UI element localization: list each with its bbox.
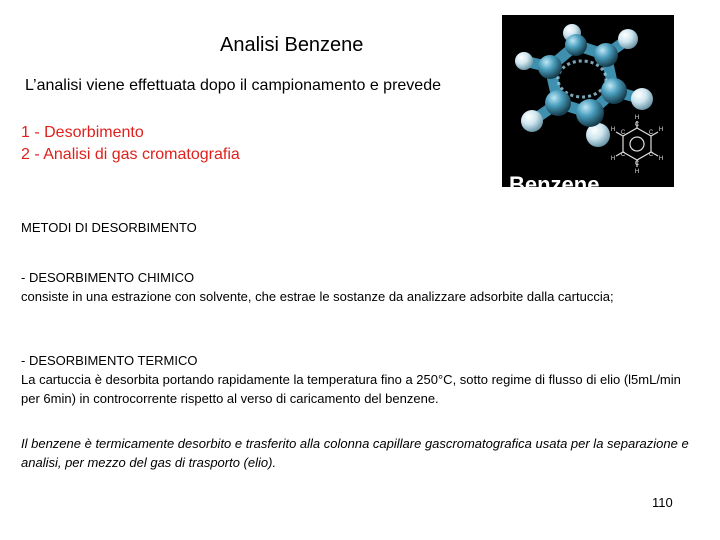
step-gas-cromatografia: 2 - Analisi di gas cromatografia [21, 146, 240, 163]
slide-title: Analisi Benzene [220, 34, 364, 56]
svg-text:C: C [648, 152, 654, 158]
chemical-desorption-section [21, 268, 701, 306]
svg-text:H: H [634, 169, 640, 175]
chemical-desorption-text: consiste in una estrazione con solvente, che estrae le sostanze da analizzare adsorbite dalla cartuccia; [21, 289, 614, 304]
thermal-desorption-heading: - DESORBIMENTO TERMICO [21, 353, 198, 368]
svg-text:H: H [658, 127, 664, 133]
benzene-ball-and-stick-icon [502, 15, 674, 187]
svg-text:C: C [620, 130, 626, 136]
thermal-desorption-text: La cartuccia è desorbita portando rapidamente la temperatura fino a 250°C, sotto regime di flusso di elio (l5mL/min per 6min) in controcorrente rispetto al verso di caricamento del benzene. [21, 372, 681, 406]
svg-text:C: C [620, 152, 626, 158]
step-desorbimento: 1 - Desorbimento [21, 124, 144, 141]
methods-heading: METODI DI DESORBIMENTO [21, 220, 197, 235]
svg-text:C: C [648, 130, 654, 136]
thermal-desorption-section [21, 351, 701, 408]
svg-text:H: H [610, 156, 616, 162]
svg-text:C: C [634, 122, 640, 128]
benzene-image-label: Benzene [509, 172, 600, 197]
svg-text:H: H [658, 156, 664, 162]
svg-text:H: H [634, 115, 640, 121]
page-number: 110 [652, 495, 673, 510]
benzene-note: Il benzene è termicamente desorbito e trasferito alla colonna capillare gascromatografica usata per la separazione e analisi, per mezzo del gas di trasporto (elio). [21, 436, 689, 470]
chemical-desorption-heading: - DESORBIMENTO CHIMICO [21, 270, 195, 285]
svg-text:C: C [634, 161, 640, 167]
svg-text:H: H [610, 127, 616, 133]
intro-text: L’analisi viene effettuata dopo il campionamento e prevede [25, 77, 441, 94]
benzene-molecule-image [502, 15, 674, 197]
